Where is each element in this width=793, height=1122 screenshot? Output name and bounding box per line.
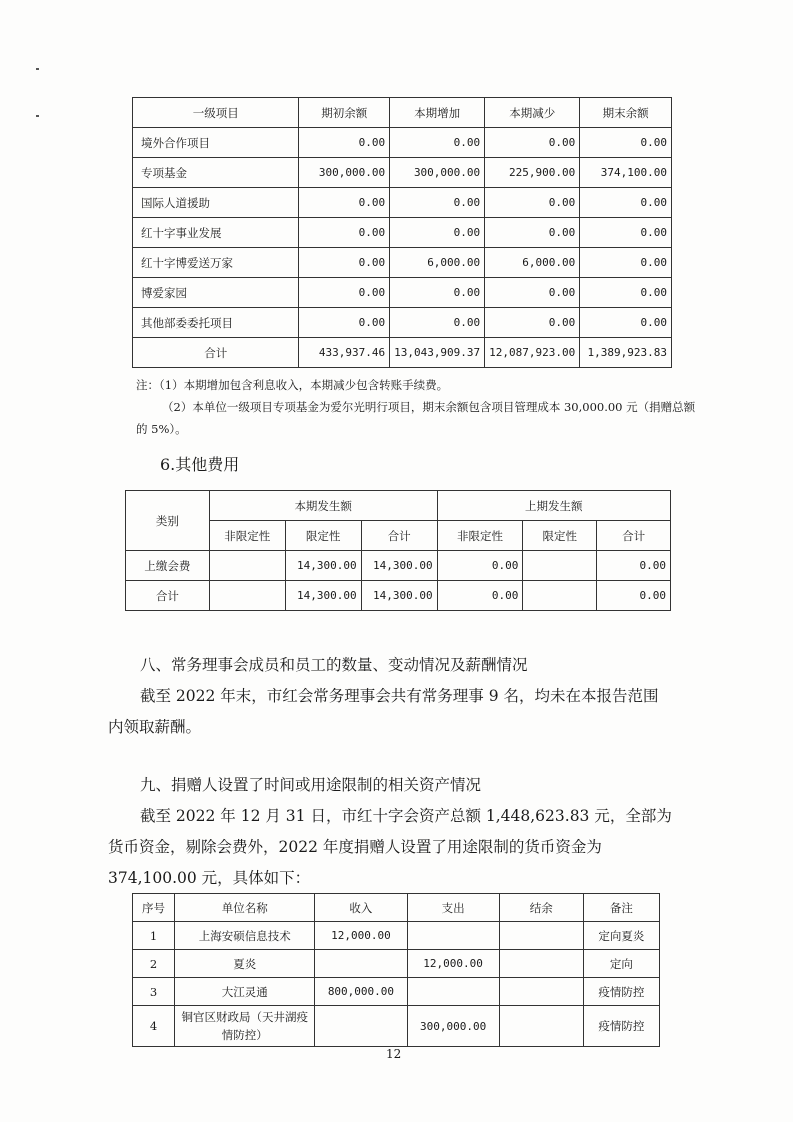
section-9-paragraph-line-1: 截至 2022 年 12 月 31 日，市红十字会资产总额 1,448,623.83 元，全部为 (140, 807, 672, 825)
scan-mark (36, 115, 39, 117)
income: 12,000.00 (315, 922, 407, 950)
begin-balance: 0.00 (299, 248, 390, 278)
header-cell: 备注 (583, 894, 659, 922)
project-name: 专项基金 (133, 158, 299, 188)
table-row (133, 950, 660, 978)
balance (499, 1006, 583, 1047)
table-row (133, 308, 672, 338)
row-number: 3 (133, 978, 175, 1006)
table-row (133, 978, 660, 1006)
begin-balance: 0.00 (299, 128, 390, 158)
current-unrestricted (209, 581, 285, 611)
begin-balance: 0.00 (299, 188, 390, 218)
current-period-header: 本期发生额 (209, 491, 437, 521)
balance (499, 922, 583, 950)
decrease: 0.00 (485, 278, 580, 308)
end-balance: 0.00 (580, 308, 672, 338)
page-number: 12 (386, 1047, 402, 1061)
remark: 定向夏炎 (583, 922, 659, 950)
unit-name: 上海安硕信息技术 (175, 922, 315, 950)
unit-name: 大江灵通 (175, 978, 315, 1006)
end-balance: 1,389,923.83 (580, 338, 672, 368)
table-total-row (126, 581, 671, 611)
begin-balance: 300,000.00 (299, 158, 390, 188)
previous-restricted (523, 581, 597, 611)
end-balance: 0.00 (580, 188, 672, 218)
header-cell: 一级项目 (133, 98, 299, 128)
begin-balance: 0.00 (299, 218, 390, 248)
header-cell: 合计 (597, 521, 671, 551)
unit-name: 铜官区财政局（天井湖疫情防控） (175, 1006, 315, 1047)
scan-mark (36, 68, 39, 70)
note-line-3: 的 5%）。 (136, 422, 187, 436)
increase: 0.00 (390, 278, 485, 308)
decrease: 12,087,923.00 (485, 338, 580, 368)
current-restricted: 14,300.00 (285, 581, 361, 611)
restricted-donations-table (132, 893, 660, 1047)
project-fund-table (132, 97, 672, 368)
header-cell: 非限定性 (437, 521, 523, 551)
expense: 12,000.00 (407, 950, 499, 978)
end-balance: 0.00 (580, 128, 672, 158)
balance (499, 950, 583, 978)
header-cell: 本期增加 (390, 98, 485, 128)
section-9-paragraph-line-3: 374,100.00 元，具体如下： (108, 869, 311, 887)
decrease: 0.00 (485, 128, 580, 158)
header-cell: 序号 (133, 894, 175, 922)
section-6-title: 6.其他费用 (160, 455, 240, 474)
row-number: 4 (133, 1006, 175, 1047)
income: 800,000.00 (315, 978, 407, 1006)
current-total: 14,300.00 (361, 551, 437, 581)
header-cell: 限定性 (285, 521, 361, 551)
remark: 定向 (583, 950, 659, 978)
increase: 0.00 (390, 218, 485, 248)
row-number: 1 (133, 922, 175, 950)
note-line-1: 注：（1）本期增加包含利息收入，本期减少包含转账手续费。 (136, 378, 449, 392)
category-name: 合计 (126, 581, 210, 611)
end-balance: 0.00 (580, 278, 672, 308)
section-9-paragraph-line-2: 货币资金，剔除会费外，2022 年度捐赠人设置了用途限制的货币资金为 (108, 838, 602, 856)
table-row (133, 218, 672, 248)
previous-unrestricted: 0.00 (437, 551, 523, 581)
section-9-title: 九、捐赠人设置了时间或用途限制的相关资产情况 (140, 776, 482, 794)
expense (407, 922, 499, 950)
increase: 0.00 (390, 128, 485, 158)
current-total: 14,300.00 (361, 581, 437, 611)
section-8-paragraph-line-1: 截至 2022 年末，市红会常务理事会共有常务理事 9 名，均未在本报告范围 (140, 687, 659, 705)
header-cell: 结余 (499, 894, 583, 922)
begin-balance: 433,937.46 (299, 338, 390, 368)
unit-name: 夏炎 (175, 950, 315, 978)
end-balance: 0.00 (580, 248, 672, 278)
table-row (133, 922, 660, 950)
header-cell: 本期减少 (485, 98, 580, 128)
increase: 0.00 (390, 188, 485, 218)
balance (499, 978, 583, 1006)
section-8-paragraph-line-2: 内领取薪酬。 (108, 718, 202, 736)
increase: 0.00 (390, 308, 485, 338)
decrease: 6,000.00 (485, 248, 580, 278)
header-cell: 期末余额 (580, 98, 672, 128)
table-row (133, 158, 672, 188)
previous-restricted (523, 551, 597, 581)
current-unrestricted (209, 551, 285, 581)
remark: 疫情防控 (583, 1006, 659, 1047)
table-row (133, 188, 672, 218)
other-expenses-table (125, 490, 671, 611)
project-name: 红十字博爱送万家 (133, 248, 299, 278)
previous-period-header: 上期发生额 (437, 491, 670, 521)
income (315, 1006, 407, 1047)
increase: 300,000.00 (390, 158, 485, 188)
project-name: 博爱家园 (133, 278, 299, 308)
increase: 6,000.00 (390, 248, 485, 278)
header-cell: 收入 (315, 894, 407, 922)
note-line-2: （2）本单位一级项目专项基金为爱尔光明行项目，期末余额包含项目管理成本 30,000.00 元（捐赠总额 (162, 400, 696, 414)
table-header-row (133, 98, 672, 128)
expense (407, 978, 499, 1006)
expense: 300,000.00 (407, 1006, 499, 1047)
previous-unrestricted: 0.00 (437, 581, 523, 611)
table-header-row (126, 491, 671, 521)
table-row (126, 551, 671, 581)
table-total-row (133, 338, 672, 368)
table-row (133, 1006, 660, 1047)
begin-balance: 0.00 (299, 308, 390, 338)
increase: 13,043,909.37 (390, 338, 485, 368)
table-row (133, 128, 672, 158)
header-cell: 合计 (361, 521, 437, 551)
table-row (133, 278, 672, 308)
table-header-row (133, 894, 660, 922)
row-number: 2 (133, 950, 175, 978)
section-8-title: 八、常务理事会成员和员工的数量、变动情况及薪酬情况 (140, 656, 528, 674)
table-row (133, 248, 672, 278)
header-cell: 期初余额 (299, 98, 390, 128)
previous-total: 0.00 (597, 551, 671, 581)
project-name: 境外合作项目 (133, 128, 299, 158)
header-cell: 支出 (407, 894, 499, 922)
header-cell: 非限定性 (209, 521, 285, 551)
project-name: 其他部委委托项目 (133, 308, 299, 338)
category-name: 上缴会费 (126, 551, 210, 581)
previous-total: 0.00 (597, 581, 671, 611)
project-name: 国际人道援助 (133, 188, 299, 218)
remark: 疫情防控 (583, 978, 659, 1006)
current-restricted: 14,300.00 (285, 551, 361, 581)
header-cell: 限定性 (523, 521, 597, 551)
decrease: 0.00 (485, 308, 580, 338)
header-cell: 单位名称 (175, 894, 315, 922)
end-balance: 374,100.00 (580, 158, 672, 188)
income (315, 950, 407, 978)
category-header: 类别 (126, 491, 210, 551)
decrease: 225,900.00 (485, 158, 580, 188)
end-balance: 0.00 (580, 218, 672, 248)
decrease: 0.00 (485, 218, 580, 248)
project-name: 红十字事业发展 (133, 218, 299, 248)
decrease: 0.00 (485, 188, 580, 218)
total-label: 合计 (133, 338, 299, 368)
begin-balance: 0.00 (299, 278, 390, 308)
